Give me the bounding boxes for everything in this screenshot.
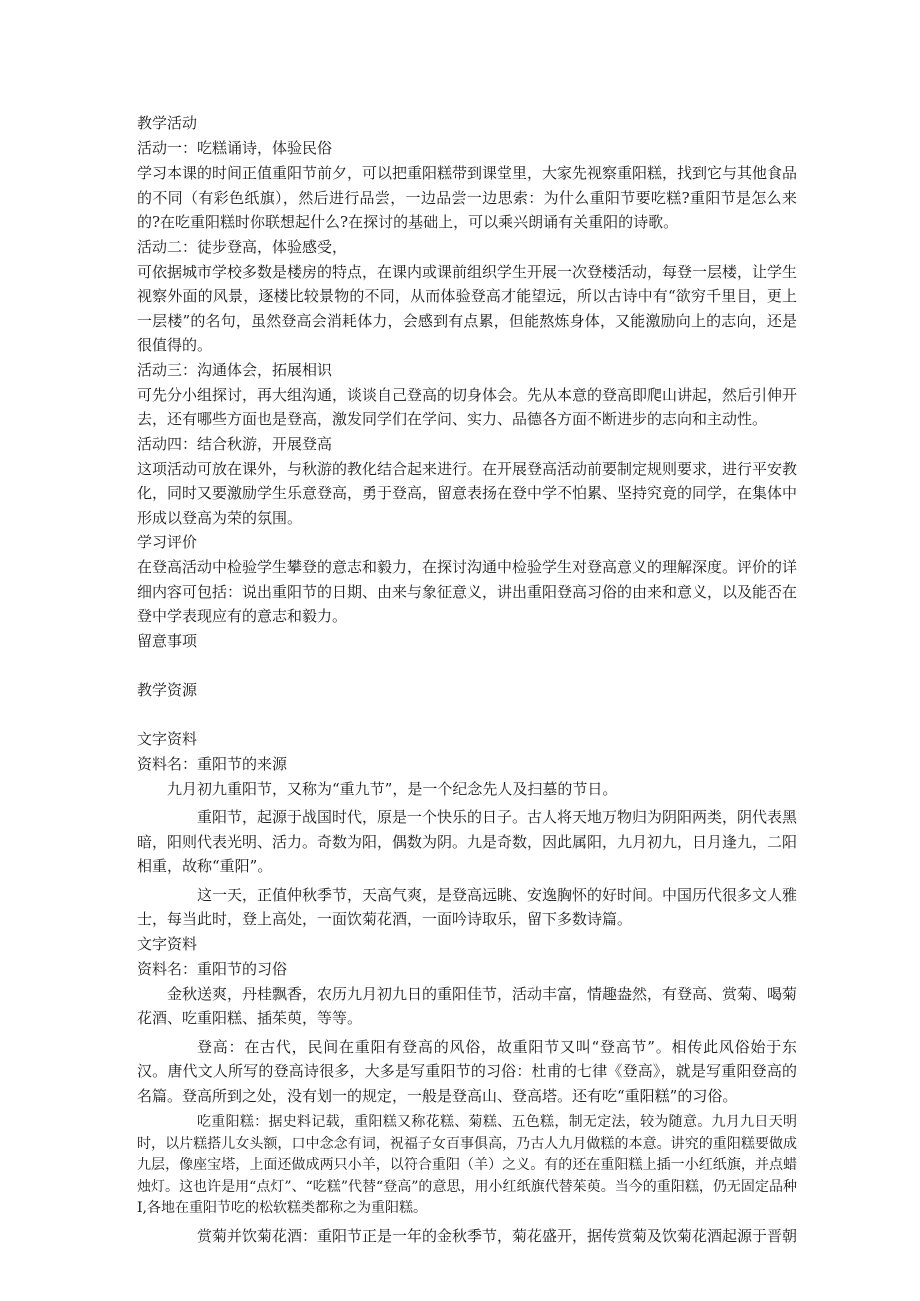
section-heading-teaching-activities: 教学活动 <box>137 114 198 132</box>
activity-3-title: 活动三：沟通体会，拓展相识 <box>137 360 333 379</box>
activity-1-text: 学习本课的时间正值重阳节前夕，可以把重阳糕带到课堂里，大家先视察重阳糕，找到它与其他食品的不同（有彩色纸旗），然后进行品尝，一边品尝一边思索：为什么重阳节要吃糕?重阳节是怎么来的?在吃重阳糕时你联想起什么?在探讨的基础上，可以乘兴朗诵有关重阳的诗歌。 <box>137 164 798 231</box>
resource-1-name: 资料名：重阳节的来源 <box>137 754 288 773</box>
resource-2-label: 文字资料 <box>137 934 198 953</box>
notes-title: 留意事项 <box>137 631 198 650</box>
document-page <box>137 111 797 1248</box>
activity-4-title: 活动四：结合秋游，开展登高 <box>137 434 333 453</box>
evaluation-title: 学习评价 <box>137 533 198 551</box>
resource-2-paragraph-3: 吃重阳糕：据史料记载，重阳糕又称花糕、菊糕、五色糕，制无定法，较为随意。九月九日天明时，以片糕搭儿女头额，口中念念有词，祝福子女百事俱高，乃古人九月做糕的本意。讲究的重阳糕要做成九层，像座宝塔，上面还做成两只小羊，以符合重阳（羊）之义。有的还在重阳糕上插一小红纸旗，并点蜡烛灯。这也许是用“点灯”、“吃糕”代替“登高”的意思，用小红纸旗代替茱萸。当今的重阳糕，仍无固定品种I,各地在重阳节吃的松软糕类都称之为重阳糕。 <box>137 1114 797 1216</box>
activity-2-title: 活动二：徒步登高，体验感受， <box>137 237 348 256</box>
resource-2-paragraph-1: 金秋送爽，丹桂飘香，农历九月初九日的重阳佳节，活动丰富，情趣盎然，有登高、赏菊、喝菊花酒、吃重阳糕、插茱萸，等等。 <box>137 984 798 1027</box>
spacer <box>137 654 797 678</box>
resource-1-paragraph-3: 这一天，正值仲秋季节，天高气爽，是登高远眺、安逸胸怀的好时间。中国历代很多文人雅士，每当此时，登上高处，一面饮菊花酒，一面吟诗取乐，留下多数诗篇。 <box>137 885 798 928</box>
resource-2-paragraph-4: 赏菊并饮菊花酒：重阳节正是一年的金秋季节，菊花盛开，据传赏菊及饮菊花酒起源于晋朝 <box>197 1226 798 1245</box>
activity-3-text: 可先分小组探讨，再大组沟通，谈谈自己登高的切身体会。先从本意的登高即爬山讲起，然后引伸开去，还有哪些方面也是登高，激发同学们在学问、实力、品德各方面不断进步的志向和主动性。 <box>137 385 798 428</box>
resource-2-paragraph-2: 登高：在古代，民间在重阳有登高的风俗，故重阳节又叫“登高节”。相传此风俗始于东汉。唐代文人所写的登高诗很多，大多是写重阳节的习俗：杜甫的七律《登高》，就是写重阳登高的名篇。登高所到之处，没有划一的规定，一般是登高山、登高塔。还有吃“重阳糕”的习俗。 <box>137 1037 797 1105</box>
resource-1-paragraph-1: 九月初九重阳节，又称为“重九节”，是一个纪念先人及扫墓的节日。 <box>167 779 618 798</box>
evaluation-text: 在登高活动中检验学生攀登的意志和毅力，在探讨沟通中检验学生对登高意义的理解深度。评价的详细内容可包括：说出重阳节的日期、由来与象征意义，讲出重阳登高习俗的由来和意义，以及能否在登中学表现应有的意志和毅力。 <box>137 558 798 625</box>
activity-4-text: 这项活动可放在课外，与秋游的教化结合起来进行。在开展登高活动前要制定规则要求，进行平安教化，同时又要激励学生乐意登高，勇于登高，留意表扬在登中学不怕累、坚持究竟的同学，在集体中形成以登高为荣的氛围。 <box>137 459 798 527</box>
spacer <box>137 703 797 727</box>
resource-2-name: 资料名：重阳节的习俗 <box>137 959 288 978</box>
activity-1-title: 活动一：吃糕诵诗，体验民俗 <box>137 139 333 157</box>
resource-1-label: 文字资料 <box>137 729 198 748</box>
section-heading-teaching-resources: 教学资源 <box>137 680 198 699</box>
activity-2-text: 可依据城市学校多数是楼房的特点，在课内或课前组织学生开展一次登楼活动，每登一层楼，让学生视察外面的风景，逐楼比较景物的不同，从而体验登高才能望远，所以古诗中有“欲穷千里目，更上一层楼”的名句，虽然登高会消耗体力，会感到有点累，但能熬炼身体，又能激励向上的志向，还是很值得的。 <box>137 262 798 354</box>
resource-1-paragraph-2: 重阳节，起源于战国时代，原是一个快乐的日子。古人将天地万物归为阴阳两类，阴代表黑暗，阳则代表光明、活力。奇数为阳，偶数为阴。九是奇数，因此属阳，九月初九，日月逢九，二阳相重，故称“重阳”。 <box>137 808 798 875</box>
